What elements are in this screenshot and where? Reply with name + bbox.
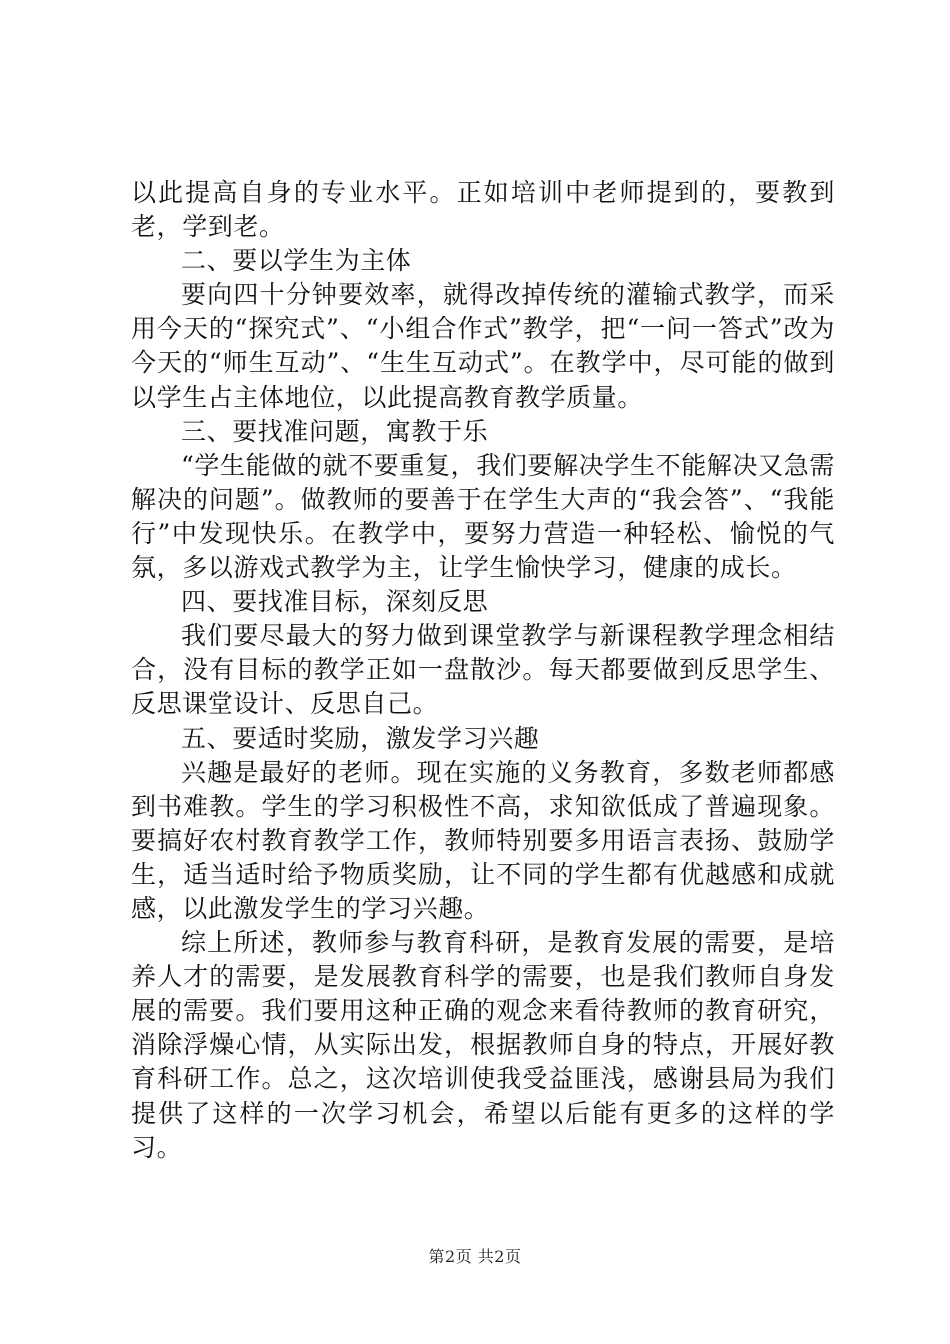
- document-body: [131, 176, 835, 1165]
- paragraph-conclusion: 综上所述，教师参与教育科研，是教育发展的需要，是培养人才的需要，是发展教育科学的需要，也是我们教师自身发展的需要。我们要用这种正确的观念来看待教师的教育研究，消除浮燥心情，从实际出发，根据教师自身的特点，开展好教育科研工作。总之，这次培训使我受益匪浅，感谢县局为我们提供了这样的一次学习机会，希望以后能有更多的这样的学习。: [131, 928, 835, 1162]
- section-heading-5: 五、要适时奖励，激发学习兴趣: [181, 723, 540, 753]
- section-heading-4: 四、要找准目标，深刻反思: [181, 587, 489, 617]
- section-heading-2: 二、要以学生为主体: [181, 246, 412, 276]
- page-number-footer: 第2页 共2页: [428, 1247, 522, 1266]
- paragraph-body: 我们要尽最大的努力做到课堂教学与新课程教学理念相结合，没有目标的教学正如一盘散沙。每天都要做到反思学生、反思课堂设计、反思自己。: [131, 621, 835, 719]
- section-heading-3: 三、要找准问题，寓教于乐: [181, 416, 489, 446]
- paragraph-body: 要向四十分钟要效率，就得改掉传统的灌输式教学，而采用今天的“探究式”、“小组合作式”教学，把“一问一答式”改为今天的“师生互动”、“生生互动式”。在教学中，尽可能的做到以学生占主体地位，以此提高教育教学质量。: [131, 280, 835, 412]
- paragraph-body: “学生能做的就不要重复，我们要解决学生不能解决又急需解决的问题”。做教师的要善于在学生大声的“我会答”、“我能行”中发现快乐。在教学中，要努力营造一种轻松、愉悦的气氛，多以游戏式教学为主，让学生愉快学习，健康的成长。: [131, 450, 835, 583]
- paragraph-continuation: 以此提高自身的专业水平。正如培训中老师提到的，要教到老，学到老。: [131, 178, 835, 242]
- paragraph-body: 兴趣是最好的老师。现在实施的义务教育，多数老师都感到书难教。学生的学习积极性不高，求知欲低成了普遍现象。要搞好农村教育教学工作，教师特别要多用语言表扬、鼓励学生，适当适时给予物质奖励，让不同的学生都有优越感和成就感，以此激发学生的学习兴趣。: [131, 757, 835, 923]
